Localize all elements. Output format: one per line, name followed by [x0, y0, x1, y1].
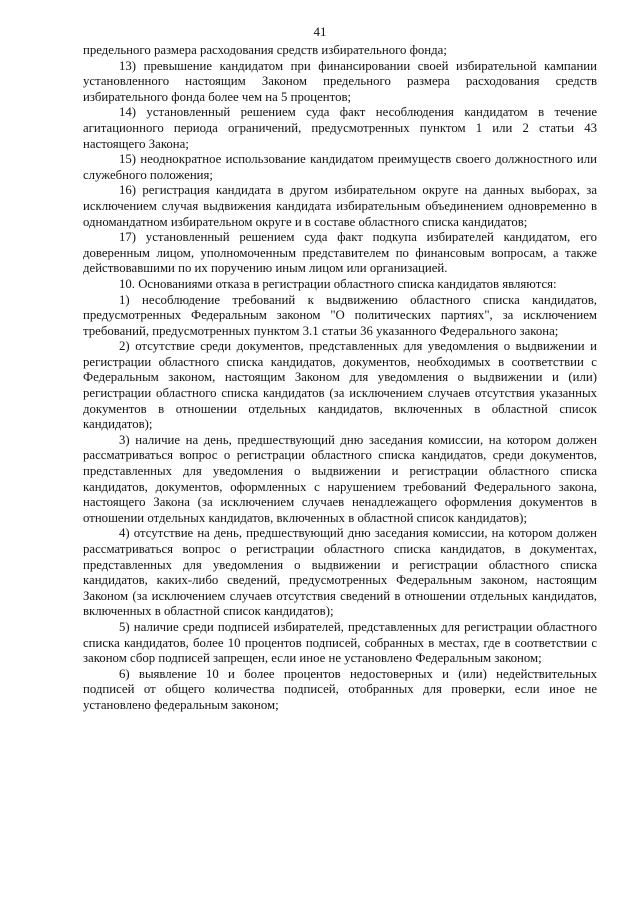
paragraph: предельного размера расходования средств избирательного фонда;	[83, 43, 447, 57]
paragraph: 2) отсутствие среди документов, представленных для уведомления о выдвижении и регистрации областного списка кандидатов, документов, необходимых в соответствии с Федеральным законом, настоящим Законом для уведомления о выдвижении и (или) регистрации областного списка кандидатов (за исключением случаев отсутствия указанных документов в отношении отдельных кандидатов, включенных в областной список кандидатов);	[83, 339, 597, 432]
section-heading-paragraph: 10. Основаниями отказа в регистрации областного списка кандидатов являются:	[119, 276, 557, 291]
paragraph: 16) регистрация кандидата в другом избирательном округе на данных выборах, за исключением случая выдвижения кандидата избирательным объединением одновременно в одномандатном избирательном округе и в составе областного списка кандидатов;	[83, 183, 597, 229]
paragraph: 3) наличие на день, предшествующий дню заседания комиссии, на котором должен рассматриваться вопрос о регистрации областного списка кандидатов, среди документов, представленных для уведомления о выдвижении и регистрации областного списка кандидатов, документов, оформленных с нарушением требований Федерального закона, настоящего Закона (за исключением случаев ненадлежащего оформления документов в отношении отдельных кандидатов, включенных в областной список кандидатов);	[83, 432, 597, 525]
paragraph: 6) выявление 10 и более процентов недостоверных и (или) недействительных подписей от общего количества подписей, отобранных для проверки, если иное не установлено федеральным законом;	[83, 666, 597, 712]
paragraph: 1) несоблюдение требований к выдвижению областного списка кандидатов, предусмотренных Федеральным законом "О политических партиях", за исключением требований, предусмотренных пунктом 3.1 статьи 36 указанного Федерального закона;	[83, 292, 597, 338]
paragraph: 13) превышение кандидатом при финансировании своей избирательной кампании установленного настоящим Законом предельного размера расходования средств избирательного фонда более чем на 5 процентов;	[83, 58, 597, 104]
paragraph: 14) установленный решением суда факт несоблюдения кандидатом в течение агитационного периода ограничений, предусмотренных пунктом 1 или 2 статьи 43 настоящего Закона;	[83, 105, 597, 151]
document-body	[83, 43, 597, 714]
paragraph: 4) отсутствие на день, предшествующий дню заседания комиссии, на котором должен рассматриваться вопрос о регистрации областного списка кандидатов, в документах, представленных для уведомления о выдвижении и регистрации областного списка кандидатов, каких-либо сведений, предусмотренных Федеральным законом, настоящим Законом (за исключением случаев отсутствия сведений в отношении отдельных кандидатов, включенных в областной список кандидатов);	[83, 526, 597, 619]
paragraph: 5) наличие среди подписей избирателей, представленных для регистрации областного списка кандидатов, более 10 процентов подписей, собранных в местах, где в соответствии с законом сбор подписей запрещен, если иное не установлено Федеральным законом;	[83, 619, 597, 666]
page-number: 41	[313, 24, 327, 39]
paragraph: 17) установленный решением суда факт подкупа избирателей кандидатом, его доверенным лицом, уполномоченным представителем по финансовым вопросам, а также действовавшими по их поручению иным лицом или организацией.	[83, 230, 597, 276]
paragraph: 15) неоднократное использование кандидатом преимуществ своего должностного или служебного положения;	[83, 152, 597, 182]
